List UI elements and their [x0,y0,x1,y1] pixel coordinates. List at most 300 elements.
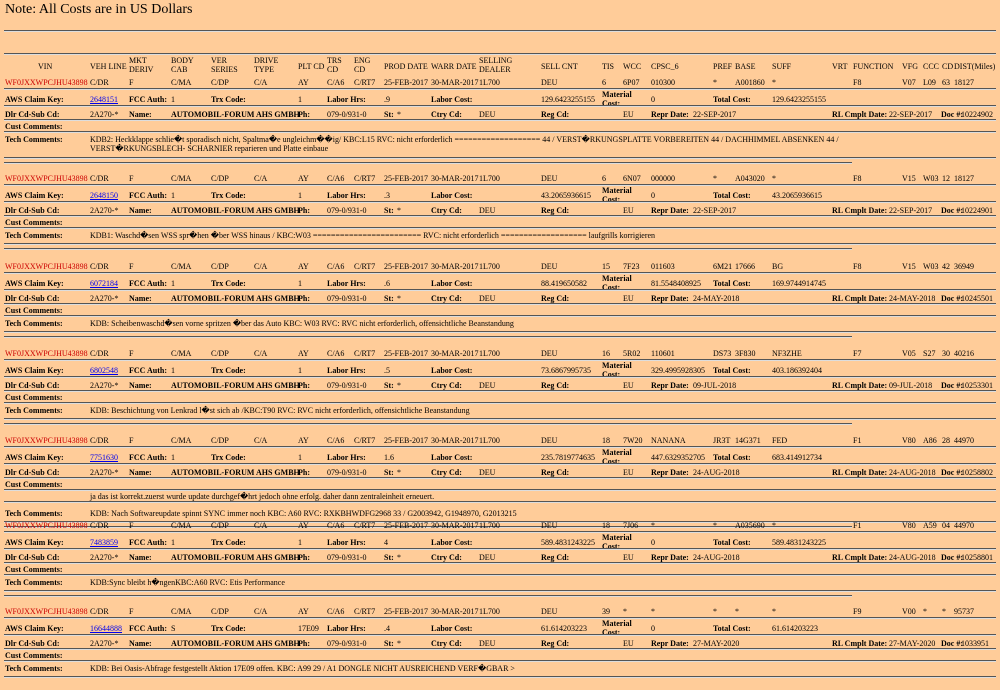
region-code-value: EU [623,294,634,303]
cpsc-6-value: 010300 [651,78,675,87]
state-label: St: [384,294,394,303]
dealer-name-label: Name: [129,381,152,390]
total-cost-value: 683.414912734 [772,453,822,462]
column-header-warr-date: WARR DATE [431,62,477,71]
veh-line-value: C/DR [90,78,109,87]
dist-value: 44970 [954,436,974,445]
ver-series-value: C/DP [211,436,229,445]
aws-claim-key-label: AWS Claim Key: [5,191,64,200]
doc-number-value: 10224902 [961,110,993,119]
pref-value: JR3T [713,436,731,445]
state-label: St: [384,553,394,562]
tech-comments-label: Tech Comments: [5,509,63,518]
cd-value: 30 [942,349,950,358]
state-label: St: [384,206,394,215]
cust-comments-label: Cust Comments: [5,306,63,315]
selling-dealer-value: 1L700 [479,607,500,616]
repair-date-value: 22-SEP-2017 [693,206,737,215]
cd-value: 04 [942,521,950,530]
divider [4,648,996,650]
vin-value: WF0JXXWPCJHU43898 [5,436,88,445]
veh-line-value: C/DR [90,349,109,358]
fcc-auth-value: 1 [171,366,175,375]
fcc-auth-label: FCC Auth: [129,191,168,200]
material-cost-value: 81.5548408925 [651,279,701,288]
trs-cd-value: C/A6 [327,78,345,87]
mkt-deriv-value: F [129,607,134,616]
pref-value: 6M21 [713,262,733,271]
doc-number-label: Doc #: [941,553,963,562]
eng-cd-value: C/RT7 [354,607,376,616]
body-cab-value: C/MA [171,262,192,271]
labor-hrs-label: Labor Hrs: [327,279,366,288]
phone-value: 079-0/931-0 [327,381,367,390]
function-value: F9 [853,607,862,616]
divider [4,590,996,592]
column-header-tis: TIS [602,62,614,71]
record-separator [4,595,852,597]
divider [4,548,996,550]
wcc-value: 5R02 [623,349,641,358]
repair-date-label: Repr Date: [651,639,689,648]
prod-date-value: 25-FEB-2017 [384,262,428,271]
suff-value: * [772,78,776,87]
selling-dealer-value: 1L700 [479,349,500,358]
dealer-code-label: Dlr Cd-Sub Cd: [5,110,60,119]
rl-complete-date-value: 24-AUG-2018 [889,468,936,477]
rl-complete-date-value: 22-SEP-2017 [889,110,933,119]
doc-number-value: 1033951 [961,639,989,648]
dealer-name-label: Name: [129,110,152,119]
total-cost-value: 169.9744914745 [772,279,826,288]
doc-number-label: Doc #: [941,468,963,477]
wcc-value: 6N07 [623,174,641,183]
column-header-wcc: WCC [623,62,642,71]
total-cost-label: Total Cost: [713,191,751,200]
fcc-auth-label: FCC Auth: [129,95,168,104]
doc-number-label: Doc #: [941,206,963,215]
veh-line-value: C/DR [90,521,109,530]
column-header-trs-cd: TRS CD [327,56,342,74]
tech-comments-value: KDB: Bei Oasis-Abfrage festgestellt Aktion 17E09 offen. KBC: A99 29 / A1 DONGLE NICHT AUSREICHEND VERF�GBAR > [90,664,515,673]
trx-code-value: 1 [298,538,302,547]
tis-value: 6 [602,78,606,87]
labor-cost-label: Labor Cost: [431,95,473,104]
rl-complete-date-value: 09-JUL-2018 [889,381,933,390]
dealer-name-label: Name: [129,206,152,215]
labor-total-value: 235.7819774635 [541,453,595,462]
state-label: St: [384,468,394,477]
phone-value: 079-0/931-0 [327,110,367,119]
divider [4,390,996,392]
dist-value: 44970 [954,521,974,530]
column-header-eng-cd: ENG CD [354,56,371,74]
region-code-label: Reg Cd: [541,294,570,303]
trx-code-label: Trx Code: [211,538,246,547]
ccc-value: S27 [923,349,936,358]
base-value: A043020 [735,174,765,183]
divider [4,501,996,503]
divider [4,215,996,217]
region-code-label: Reg Cd: [541,553,570,562]
doc-number-value: 10253301 [961,381,993,390]
repair-date-value: 27-MAY-2020 [693,639,740,648]
divider [4,617,996,619]
drive-type-value: C/A [254,349,268,358]
labor-total-value: 88.419650582 [541,279,587,288]
trs-cd-value: C/A6 [327,521,345,530]
mkt-deriv-value: F [129,436,134,445]
divider [4,53,996,55]
country-code-value: DEU [479,639,496,648]
rl-complete-date-label: RL Cmplt Date: [832,381,888,390]
labor-total-value: 43.2065936615 [541,191,591,200]
dealer-name-label: Name: [129,294,152,303]
tis-value: 18 [602,521,610,530]
repair-date-value: 24-MAY-2018 [693,294,740,303]
divider [4,489,996,491]
trx-code-label: Trx Code: [211,279,246,288]
column-header-selling-dealer: SELLING DEALER [479,56,513,74]
material-cost-value: 0 [651,538,655,547]
mkt-deriv-value: F [129,262,134,271]
dealer-code-label: Dlr Cd-Sub Cd: [5,468,60,477]
material-cost-value: 0 [651,624,655,633]
region-code-value: EU [623,468,634,477]
divider [4,531,996,533]
trx-code-value: 1 [298,279,302,288]
vfg-value: V15 [902,262,916,271]
aws-claim-key-label: AWS Claim Key: [5,624,64,633]
column-header-cpsc-6: CPSC_6 [651,62,679,71]
dealer-name-value: AUTOMOBIL-FORUM AHS GMBH [171,206,300,215]
cd-value: 63 [942,78,950,87]
vin-value: WF0JXXWPCJHU43898 [5,262,88,271]
divider [4,574,996,576]
region-code-label: Reg Cd: [541,468,570,477]
rl-complete-date-label: RL Cmplt Date: [832,553,888,562]
divider [4,201,996,203]
aws-claim-key-label: AWS Claim Key: [5,279,64,288]
column-header-function: FUNCTION [853,62,894,71]
labor-total-value: 61.614203223 [541,624,587,633]
doc-number-value: 10224901 [961,206,993,215]
dealer-name-value: AUTOMOBIL-FORUM AHS GMBH [171,381,300,390]
cust-comments-label: Cust Comments: [5,122,63,131]
drive-type-value: C/A [254,436,268,445]
column-header-veh-line: VEH LINE [90,62,127,71]
warr-date-value: 30-MAR-2017 [431,174,479,183]
prod-date-value: 25-FEB-2017 [384,349,428,358]
country-code-label: Ctry Cd: [431,553,462,562]
vfg-value: V15 [902,174,916,183]
divider [4,243,996,245]
repair-date-label: Repr Date: [651,381,689,390]
phone-value: 079-0/931-0 [327,553,367,562]
drive-type-value: C/A [254,521,268,530]
material-cost-label: Material Cost: [602,186,632,204]
cust-comments-label: Cust Comments: [5,651,63,660]
cust-comments-label: Cust Comments: [5,218,63,227]
rl-complete-date-label: RL Cmplt Date: [832,468,888,477]
ccc-value: A86 [923,436,937,445]
material-cost-label: Material Cost: [602,533,632,551]
phone-label: Ph: [298,110,310,119]
eng-cd-value: C/RT7 [354,436,376,445]
trx-code-value: 1 [298,191,302,200]
plt-cd-value: AY [298,436,309,445]
function-value: F8 [853,78,862,87]
sell-cnt-value: DEU [541,349,558,358]
eng-cd-value: C/RT7 [354,262,376,271]
total-cost-label: Total Cost: [713,538,751,547]
dist-value: 18127 [954,174,974,183]
labor-hrs-value: .3 [384,191,390,200]
column-header-vrt: VRT [832,62,848,71]
warr-date-value: 30-MAR-2017 [431,436,479,445]
vin-value: WF0JXXWPCJHU43898 [5,607,88,616]
ccc-value: A59 [923,521,937,530]
labor-hrs-label: Labor Hrs: [327,453,366,462]
dealer-name-label: Name: [129,639,152,648]
total-cost-label: Total Cost: [713,95,751,104]
trs-cd-value: C/A6 [327,349,345,358]
repair-date-label: Repr Date: [651,206,689,215]
dist-value: 95737 [954,607,974,616]
tech-comments-label: Tech Comments: [5,319,63,328]
selling-dealer-value: 1L700 [479,262,500,271]
vfg-value: V05 [902,349,916,358]
drive-type-value: C/A [254,607,268,616]
base-value: 17666 [735,262,755,271]
tech-comments-label: Tech Comments: [5,578,63,587]
body-cab-value: C/MA [171,174,192,183]
dist-value: 40216 [954,349,974,358]
divider [4,303,996,305]
prod-date-value: 25-FEB-2017 [384,174,428,183]
trx-code-label: Trx Code: [211,624,246,633]
aws-claim-key-link[interactable]: 6802548 [90,366,118,375]
tech-comments-label: Tech Comments: [5,664,63,673]
drive-type-value: C/A [254,262,268,271]
dealer-name-value: AUTOMOBIL-FORUM AHS GMBH [171,110,300,119]
aws-claim-key-link[interactable]: 7483859 [90,538,118,547]
suff-value: NF3ZHE [772,349,802,358]
suff-value: FED [772,436,788,445]
warr-date-value: 30-MAR-2017 [431,349,479,358]
divider [4,676,996,678]
trx-code-value: 1 [298,95,302,104]
column-header-mkt-deriv: MKT DERIV [129,56,154,74]
aws-claim-key-link[interactable]: 2648150 [90,191,118,200]
labor-hrs-value: .5 [384,366,390,375]
tis-value: 15 [602,262,610,271]
labor-hrs-label: Labor Hrs: [327,624,366,633]
material-cost-value: 0 [651,95,655,104]
tech-comments-value: KDB: Nach Softwareupdate spinnt SYNC immer noch KBC: A60 RVC: RXKBHWDFG2968 33 / G2003942, G1948970, G2013215 [90,509,517,518]
divider [4,418,996,420]
sell-cnt-value: DEU [541,174,558,183]
region-code-value: EU [623,110,634,119]
trs-cd-value: C/A6 [327,262,345,271]
material-cost-label: Material Cost: [602,361,632,379]
total-cost-label: Total Cost: [713,366,751,375]
divider [4,272,996,274]
tech-comments-label: Tech Comments: [5,231,63,240]
column-header-ver-series: VER SERIES [211,56,238,74]
warr-date-value: 30-MAR-2017 [431,262,479,271]
suff-value: BG [772,262,784,271]
selling-dealer-value: 1L700 [479,521,500,530]
dealer-code-label: Dlr Cd-Sub Cd: [5,639,60,648]
dealer-code-label: Dlr Cd-Sub Cd: [5,206,60,215]
body-cab-value: C/MA [171,436,192,445]
divider [4,402,996,404]
pref-value: * [713,174,717,183]
aws-claim-key-link[interactable]: 7751630 [90,453,118,462]
prod-date-value: 25-FEB-2017 [384,521,428,530]
labor-cost-label: Labor Cost: [431,538,473,547]
divider [4,88,996,90]
labor-hrs-value: .9 [384,95,390,104]
total-cost-value: 403.186392404 [772,366,822,375]
divider [4,289,996,291]
cd-value: 42 [942,262,950,271]
region-code-label: Reg Cd: [541,639,570,648]
labor-cost-label: Labor Cost: [431,191,473,200]
body-cab-value: C/MA [171,607,192,616]
column-header-plt-cd: PLT CD [298,62,325,71]
trx-code-value: 1 [298,366,302,375]
tech-comments-value: KDB1: Waschd�sen WSS spr�hen �ber WSS hinaus / KBC:W03 ======================== RVC: nicht erforderlich =================== laufgrills korrigieren [90,231,656,240]
country-code-value: DEU [479,206,496,215]
ver-series-value: C/DP [211,349,229,358]
labor-cost-label: Labor Cost: [431,624,473,633]
total-cost-label: Total Cost: [713,624,751,633]
fcc-auth-value: 1 [171,279,175,288]
prod-date-value: 25-FEB-2017 [384,436,428,445]
region-code-label: Reg Cd: [541,381,570,390]
state-value: * [397,639,401,648]
cd-value: * [942,607,946,616]
sell-cnt-value: DEU [541,607,558,616]
column-header-vin: VIN [38,62,53,71]
region-code-value: EU [623,639,634,648]
pref-value: DS73 [713,349,732,358]
rl-complete-date-label: RL Cmplt Date: [832,639,888,648]
rl-complete-date-value: 24-MAY-2018 [889,294,936,303]
country-code-label: Ctry Cd: [431,294,462,303]
divider [4,315,996,317]
material-cost-label: Material Cost: [602,274,632,292]
divider [4,105,996,107]
cpsc-6-value: NANANA [651,436,686,445]
dealer-code-value: 2A270-* [90,381,119,390]
sell-cnt-value: DEU [541,521,558,530]
divider [4,376,996,378]
ccc-value: W03 [923,262,939,271]
repair-date-label: Repr Date: [651,110,689,119]
divider [4,463,996,465]
vin-value: WF0JXXWPCJHU43898 [5,521,88,530]
labor-total-value: 73.6867995735 [541,366,591,375]
repair-date-label: Repr Date: [651,294,689,303]
prod-date-value: 25-FEB-2017 [384,78,428,87]
record-separator [4,248,852,250]
phone-value: 079-0/931-0 [327,294,367,303]
function-value: F8 [853,262,862,271]
region-code-value: EU [623,206,634,215]
labor-cost-label: Labor Cost: [431,279,473,288]
divider [4,227,996,229]
wcc-value: 6P07 [623,78,640,87]
divider [4,359,996,361]
record-separator [4,336,852,338]
aws-claim-key-link[interactable]: 6072184 [90,279,118,288]
trs-cd-value: C/A6 [327,607,345,616]
trx-code-value: 17E09 [298,624,319,633]
fcc-auth-value: 1 [171,191,175,200]
aws-claim-key-label: AWS Claim Key: [5,366,64,375]
state-value: * [397,553,401,562]
divider [4,30,996,32]
state-label: St: [384,110,394,119]
tech-comments-value: KDB2: Heckklappe schlie�t sporadisch nicht, Spaltma�e ungleichm��ig/ KBC:L15 RVC: nicht erforderlich =================== 44 / VERST�RKUNGSPLATTE VORBEREITEN 44 / DACHHIMMEL ABSENKEN 44 / VERST�RKUNGSBLECH- SCHARNIER reparieren und Platte einbaue [90,135,839,153]
rl-complete-date-label: RL Cmplt Date: [832,294,888,303]
country-code-label: Ctry Cd: [431,206,462,215]
selling-dealer-value: 1L700 [479,436,500,445]
dist-value: 36949 [954,262,974,271]
base-value: A001860 [735,78,765,87]
dist-value: 18127 [954,78,974,87]
sell-cnt-value: DEU [541,436,558,445]
aws-claim-key-link[interactable]: 16644888 [90,624,122,633]
rl-complete-date-label: RL Cmplt Date: [832,110,888,119]
doc-number-label: Doc #: [941,110,963,119]
veh-line-value: C/DR [90,436,109,445]
body-cab-value: C/MA [171,78,192,87]
prod-date-value: 25-FEB-2017 [384,607,428,616]
divider [4,331,996,333]
warr-date-value: 30-MAR-2017 [431,521,479,530]
divider [4,521,996,523]
cust-comments-value: ja das ist korrekt.zuerst wurde update durchgef�hrt jedoch ohne erfolg. daher dann zentraleinheit erneuert. [90,492,435,501]
cpsc-6-value: * [651,607,655,616]
rl-complete-date-value: 22-SEP-2017 [889,206,933,215]
repair-date-value: 24-AUG-2018 [693,553,740,562]
repair-date-value: 22-SEP-2017 [693,110,737,119]
suff-value: * [772,174,776,183]
vfg-value: V00 [902,607,916,616]
total-cost-label: Total Cost: [713,279,751,288]
fcc-auth-label: FCC Auth: [129,538,168,547]
pref-value: * [713,78,717,87]
dealer-code-value: 2A270-* [90,639,119,648]
vin-value: WF0JXXWPCJHU43898 [5,349,88,358]
aws-claim-key-link[interactable]: 2648151 [90,95,118,104]
phone-label: Ph: [298,553,310,562]
veh-line-value: C/DR [90,262,109,271]
function-value: F8 [853,174,862,183]
dealer-name-value: AUTOMOBIL-FORUM AHS GMBH [171,639,300,648]
phone-value: 079-0/931-0 [327,639,367,648]
vin-value: WF0JXXWPCJHU43898 [5,174,88,183]
fcc-auth-value: 1 [171,95,175,104]
dealer-code-value: 2A270-* [90,468,119,477]
trx-code-label: Trx Code: [211,191,246,200]
divider [4,634,996,636]
column-header-sell-cnt: SELL CNT [541,62,578,71]
